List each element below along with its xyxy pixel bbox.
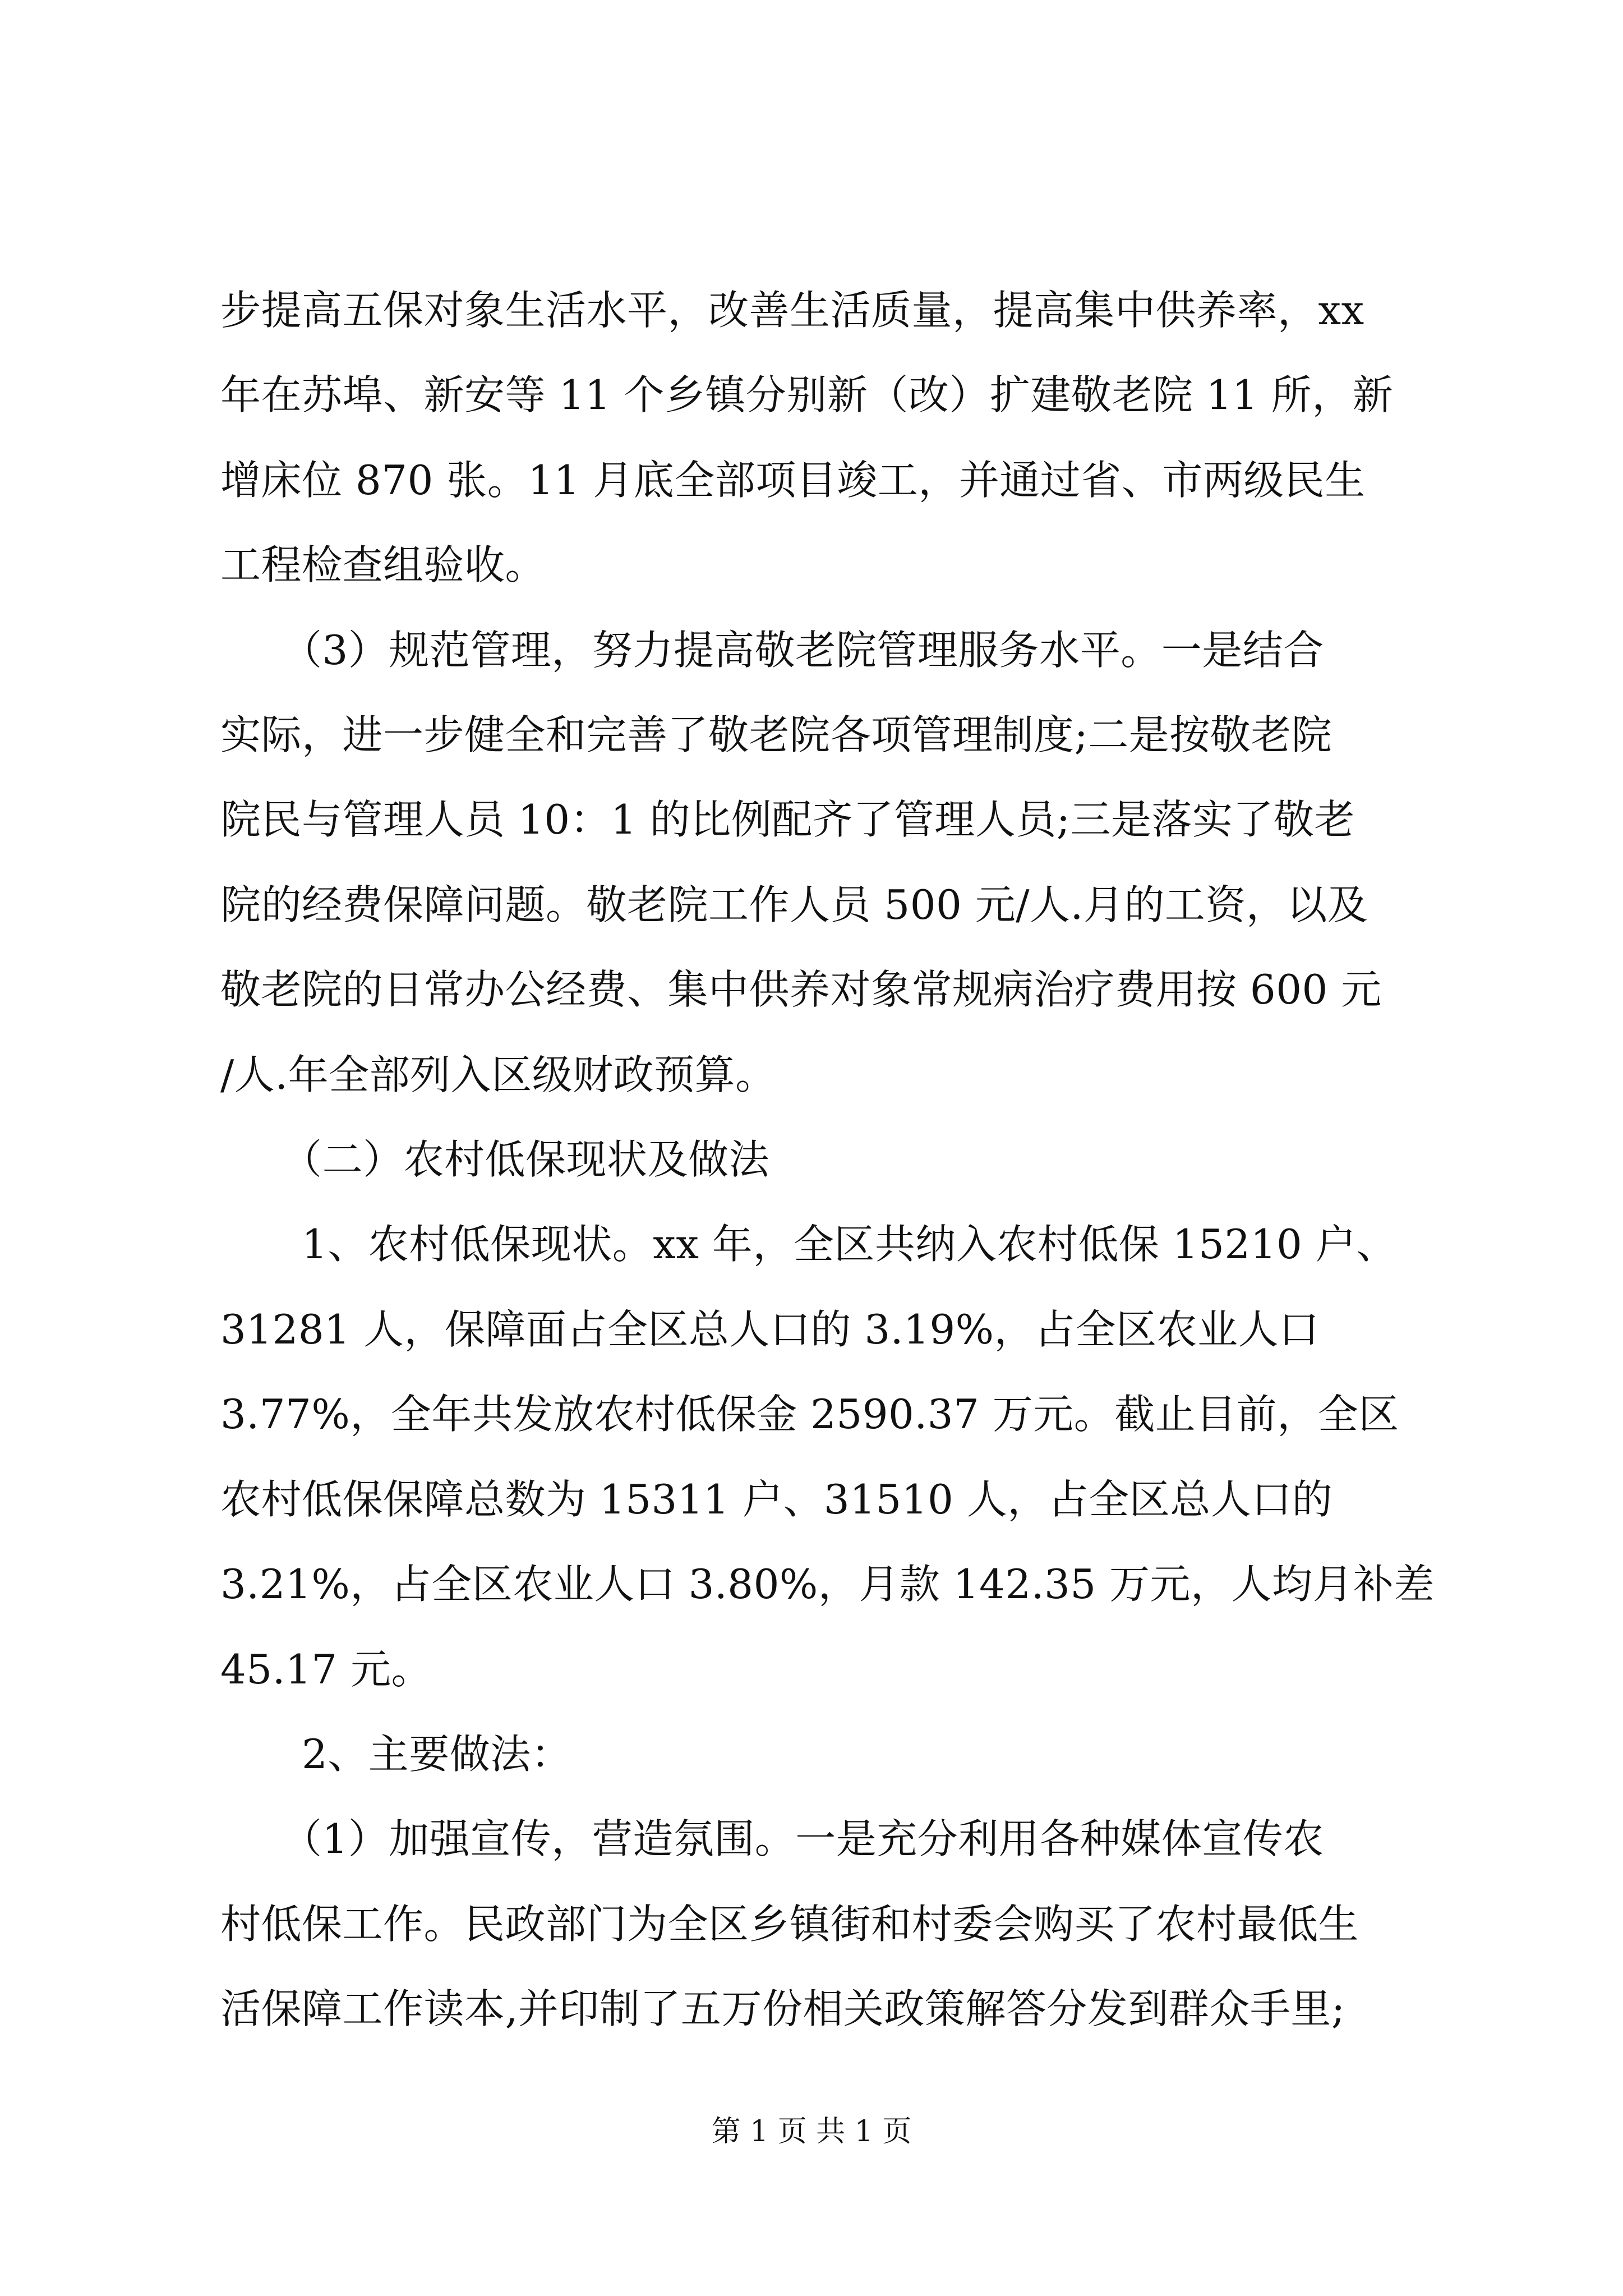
document-body <box>220 268 1435 2052</box>
text-line: 增床位 870 张。11 月底全部项目竣工，并通过省、市两级民生 <box>220 456 1366 504</box>
subsection-heading: 2、主要做法： <box>220 1730 572 1778</box>
text-line: 45.17 元。 <box>220 1645 432 1693</box>
text-line: 农村低保保障总数为 15311 户、31510 人，占全区总人口的 <box>220 1475 1333 1523</box>
text-line: （3）规范管理，努力提高敬老院管理服务水平。一是结合 <box>220 626 1324 674</box>
text-line: /人.年全部列入区级财政预算。 <box>220 1051 776 1098</box>
text-line: 活保障工作读本,并印制了五万份相关政策解答分发到群众手里; <box>220 1985 1345 2033</box>
text-line: （1）加强宣传，营造氛围。一是充分利用各种媒体宣传农 <box>220 1815 1324 1863</box>
text-line: 院民与管理人员 10：1 的比例配齐了管理人员;三是落实了敬老 <box>220 796 1355 844</box>
text-line: 3.77%，全年共发放农村低保金 2590.37 万元。截止目前，全区 <box>220 1391 1399 1438</box>
text-line: 实际，进一步健全和完善了敬老院各项管理制度;二是按敬老院 <box>220 711 1332 759</box>
text-line: 31281 人，保障面占全区总人口的 3.19%，占全区农业人口 <box>220 1305 1320 1353</box>
page-footer: 第 1 页 共 1 页 <box>711 2115 912 2148</box>
text-line: 村低保工作。民政部门为全区乡镇街和村委会购买了农村最低生 <box>220 1900 1359 1948</box>
text-line: 工程检查组验收。 <box>220 541 546 589</box>
text-line: 院的经费保障问题。敬老院工作人员 500 元/人.月的工资，以及 <box>220 881 1368 928</box>
text-line: 1、农村低保现状。xx 年，全区共纳入农村低保 15210 户、 <box>220 1221 1397 1268</box>
text-line: 步提高五保对象生活水平，改善生活质量，提高集中供养率，xx <box>220 287 1364 334</box>
section-heading: （二）农村低保现状及做法 <box>220 1136 770 1184</box>
text-line: 3.21%，占全区农业人口 3.80%，月款 142.35 万元，人均月补差 <box>220 1561 1435 1608</box>
text-line: 年在苏埠、新安等 11 个乡镇分别新（改）扩建敬老院 11 所，新 <box>220 371 1394 419</box>
text-line: 敬老院的日常办公经费、集中供养对象常规病治疗费用按 600 元 <box>220 966 1382 1014</box>
